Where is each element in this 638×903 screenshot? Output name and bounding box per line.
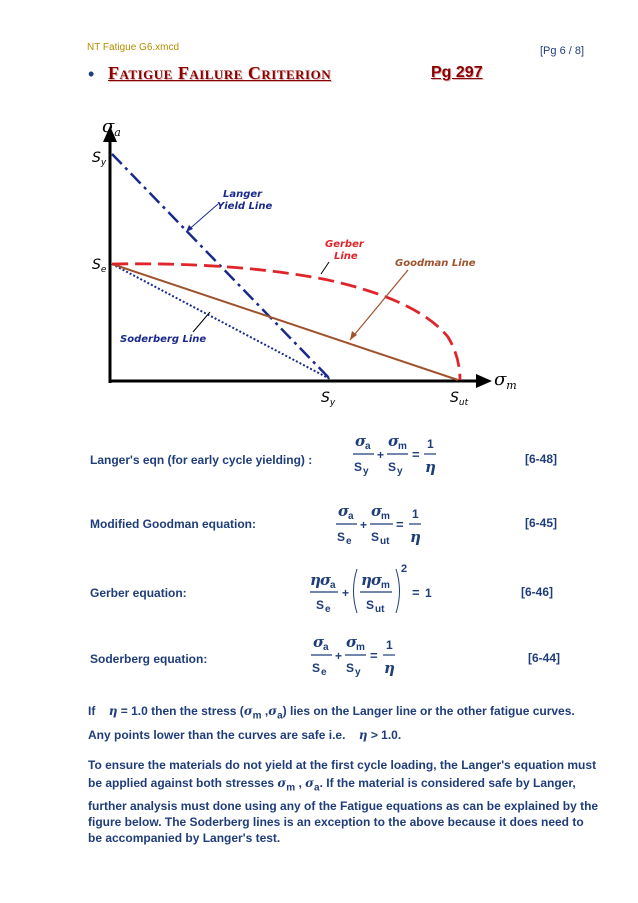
svg-text:σ: σ	[346, 633, 358, 651]
sut-label: $S_{ut}$	[450, 390, 469, 408]
goodman-line	[112, 264, 458, 380]
svg-text:m: m	[381, 511, 390, 522]
svg-text:m: m	[356, 642, 365, 653]
svg-text:e: e	[325, 604, 331, 615]
svg-text:η: η	[425, 458, 436, 476]
svg-text:σ: σ	[355, 432, 367, 450]
svg-text:S: S	[346, 661, 355, 675]
soderberg-eq-ref: [6-44]	[528, 651, 561, 665]
explanation-line-4: figure below. The Soderberg lines is an exception to the above because it does need to	[88, 815, 584, 829]
goodman-eq-label: Modified Goodman equation:	[90, 517, 256, 531]
soderberg-eq-label: Soderberg equation:	[90, 652, 208, 666]
x-axis-label: $\sigma_m$	[494, 369, 517, 392]
safe-condition-line: Any points lower than the curves are safe i.e. η > 1.0.	[88, 728, 402, 742]
svg-text:S: S	[354, 460, 363, 474]
svg-text:=: =	[412, 447, 420, 462]
svg-text:e: e	[321, 667, 327, 678]
svg-text:y: y	[363, 466, 369, 477]
svg-text:a: a	[330, 580, 336, 591]
langer-yield-line	[112, 154, 330, 379]
svg-text:a: a	[365, 441, 371, 452]
svg-text:ut: ut	[375, 604, 385, 615]
page-reference: [Pg 6 / 8]	[540, 45, 585, 57]
svg-text:2: 2	[401, 563, 408, 575]
svg-text:S: S	[371, 530, 380, 544]
svg-text:S: S	[337, 530, 346, 544]
section-title: Fatigue Failure Criterion	[108, 63, 332, 83]
svg-text:η: η	[361, 571, 372, 589]
svg-text:η: η	[310, 571, 321, 589]
sy-y-axis-label: $S_y$	[92, 150, 107, 168]
se-label: $S_e$	[92, 257, 107, 275]
svg-text:+: +	[342, 586, 350, 600]
svg-text:σ: σ	[371, 571, 383, 589]
explanation-line-1: To ensure the materials do not yield at the first cycle loading, the Langer's equation must	[88, 758, 597, 772]
soderberg-pointer	[193, 312, 210, 332]
gerber-eq-ref: [6-46]	[521, 585, 554, 599]
svg-text:y: y	[397, 466, 403, 477]
langer-label-line2: Yield Line	[217, 201, 273, 212]
soderberg-line	[112, 264, 330, 379]
svg-text:η: η	[410, 528, 421, 546]
explanation-line-3: further analysis must done using any of the Fatigue equations as can be explained by the	[88, 799, 599, 813]
svg-text:y: y	[355, 667, 361, 678]
langer-eq-label: Langer's eqn (for early cycle yielding) :	[90, 453, 313, 467]
svg-text:σ: σ	[320, 571, 332, 589]
goodman-eq-ref: [6-45]	[525, 516, 558, 530]
svg-text:1: 1	[425, 586, 432, 600]
goodman-pointer	[350, 270, 408, 340]
svg-text:=: =	[412, 585, 420, 600]
svg-text:η: η	[384, 659, 395, 677]
explanation-line-2: be applied against both stresses $\sigma_m$ , $\sigma_a$. If the material is considered safe by Langer,	[88, 776, 576, 794]
svg-text:a: a	[348, 511, 354, 522]
svg-text:σ: σ	[313, 633, 325, 651]
sy-x-axis-label: $S_y$	[321, 390, 336, 408]
gerber-label-line1: Gerber	[325, 239, 364, 250]
svg-text:σ: σ	[388, 432, 400, 450]
svg-text:1: 1	[386, 638, 393, 652]
soderberg-label: Soderberg Line	[120, 334, 207, 345]
svg-text:e: e	[346, 536, 352, 547]
soderberg-equation	[308, 633, 408, 679]
svg-text:S: S	[316, 598, 325, 612]
svg-text:σ: σ	[371, 502, 383, 520]
langer-pointer-head	[186, 225, 193, 232]
svg-text:S: S	[312, 661, 321, 675]
langer-label-line1: Langer	[223, 189, 263, 200]
svg-text:1: 1	[427, 437, 434, 451]
svg-text:m: m	[398, 441, 407, 452]
file-name: NT Fatigue G6.xmcd	[87, 42, 180, 53]
gerber-label-line2: Line	[334, 251, 358, 262]
explanation-line-5: be accompanied by Langer's test.	[88, 831, 281, 845]
svg-text:+: +	[360, 518, 368, 532]
gerber-equation	[308, 563, 438, 615]
svg-text:S: S	[366, 598, 375, 612]
langer-condition-line: If η = 1.0 then the stress ($\sigma_m$ $,\sigma_a$) lies on the Langer line or the other fatigue curves.	[88, 704, 575, 722]
bullet: •	[88, 64, 95, 84]
y-axis-label: $\sigma_a$	[102, 116, 121, 139]
svg-text:σ: σ	[338, 502, 350, 520]
langer-equation	[350, 432, 440, 478]
textbook-page-label: Pg 297	[431, 64, 483, 81]
langer-eq-ref: [6-48]	[525, 452, 558, 466]
svg-text:+: +	[335, 649, 343, 663]
x-axis-arrow	[476, 374, 492, 388]
goodman-equation	[333, 502, 433, 548]
svg-text:=: =	[370, 648, 378, 663]
svg-text:S: S	[388, 460, 397, 474]
svg-text:ut: ut	[380, 536, 390, 547]
fatigue-criteria-figure	[88, 112, 525, 410]
svg-text:m: m	[381, 580, 390, 591]
svg-text:+: +	[377, 448, 385, 462]
section-heading	[88, 60, 508, 88]
gerber-pointer	[321, 262, 329, 274]
goodman-label: Goodman Line	[395, 258, 476, 269]
svg-text:=: =	[396, 517, 404, 532]
svg-text:a: a	[323, 642, 329, 653]
gerber-eq-label: Gerber equation:	[90, 586, 187, 600]
svg-text:1: 1	[412, 507, 419, 521]
